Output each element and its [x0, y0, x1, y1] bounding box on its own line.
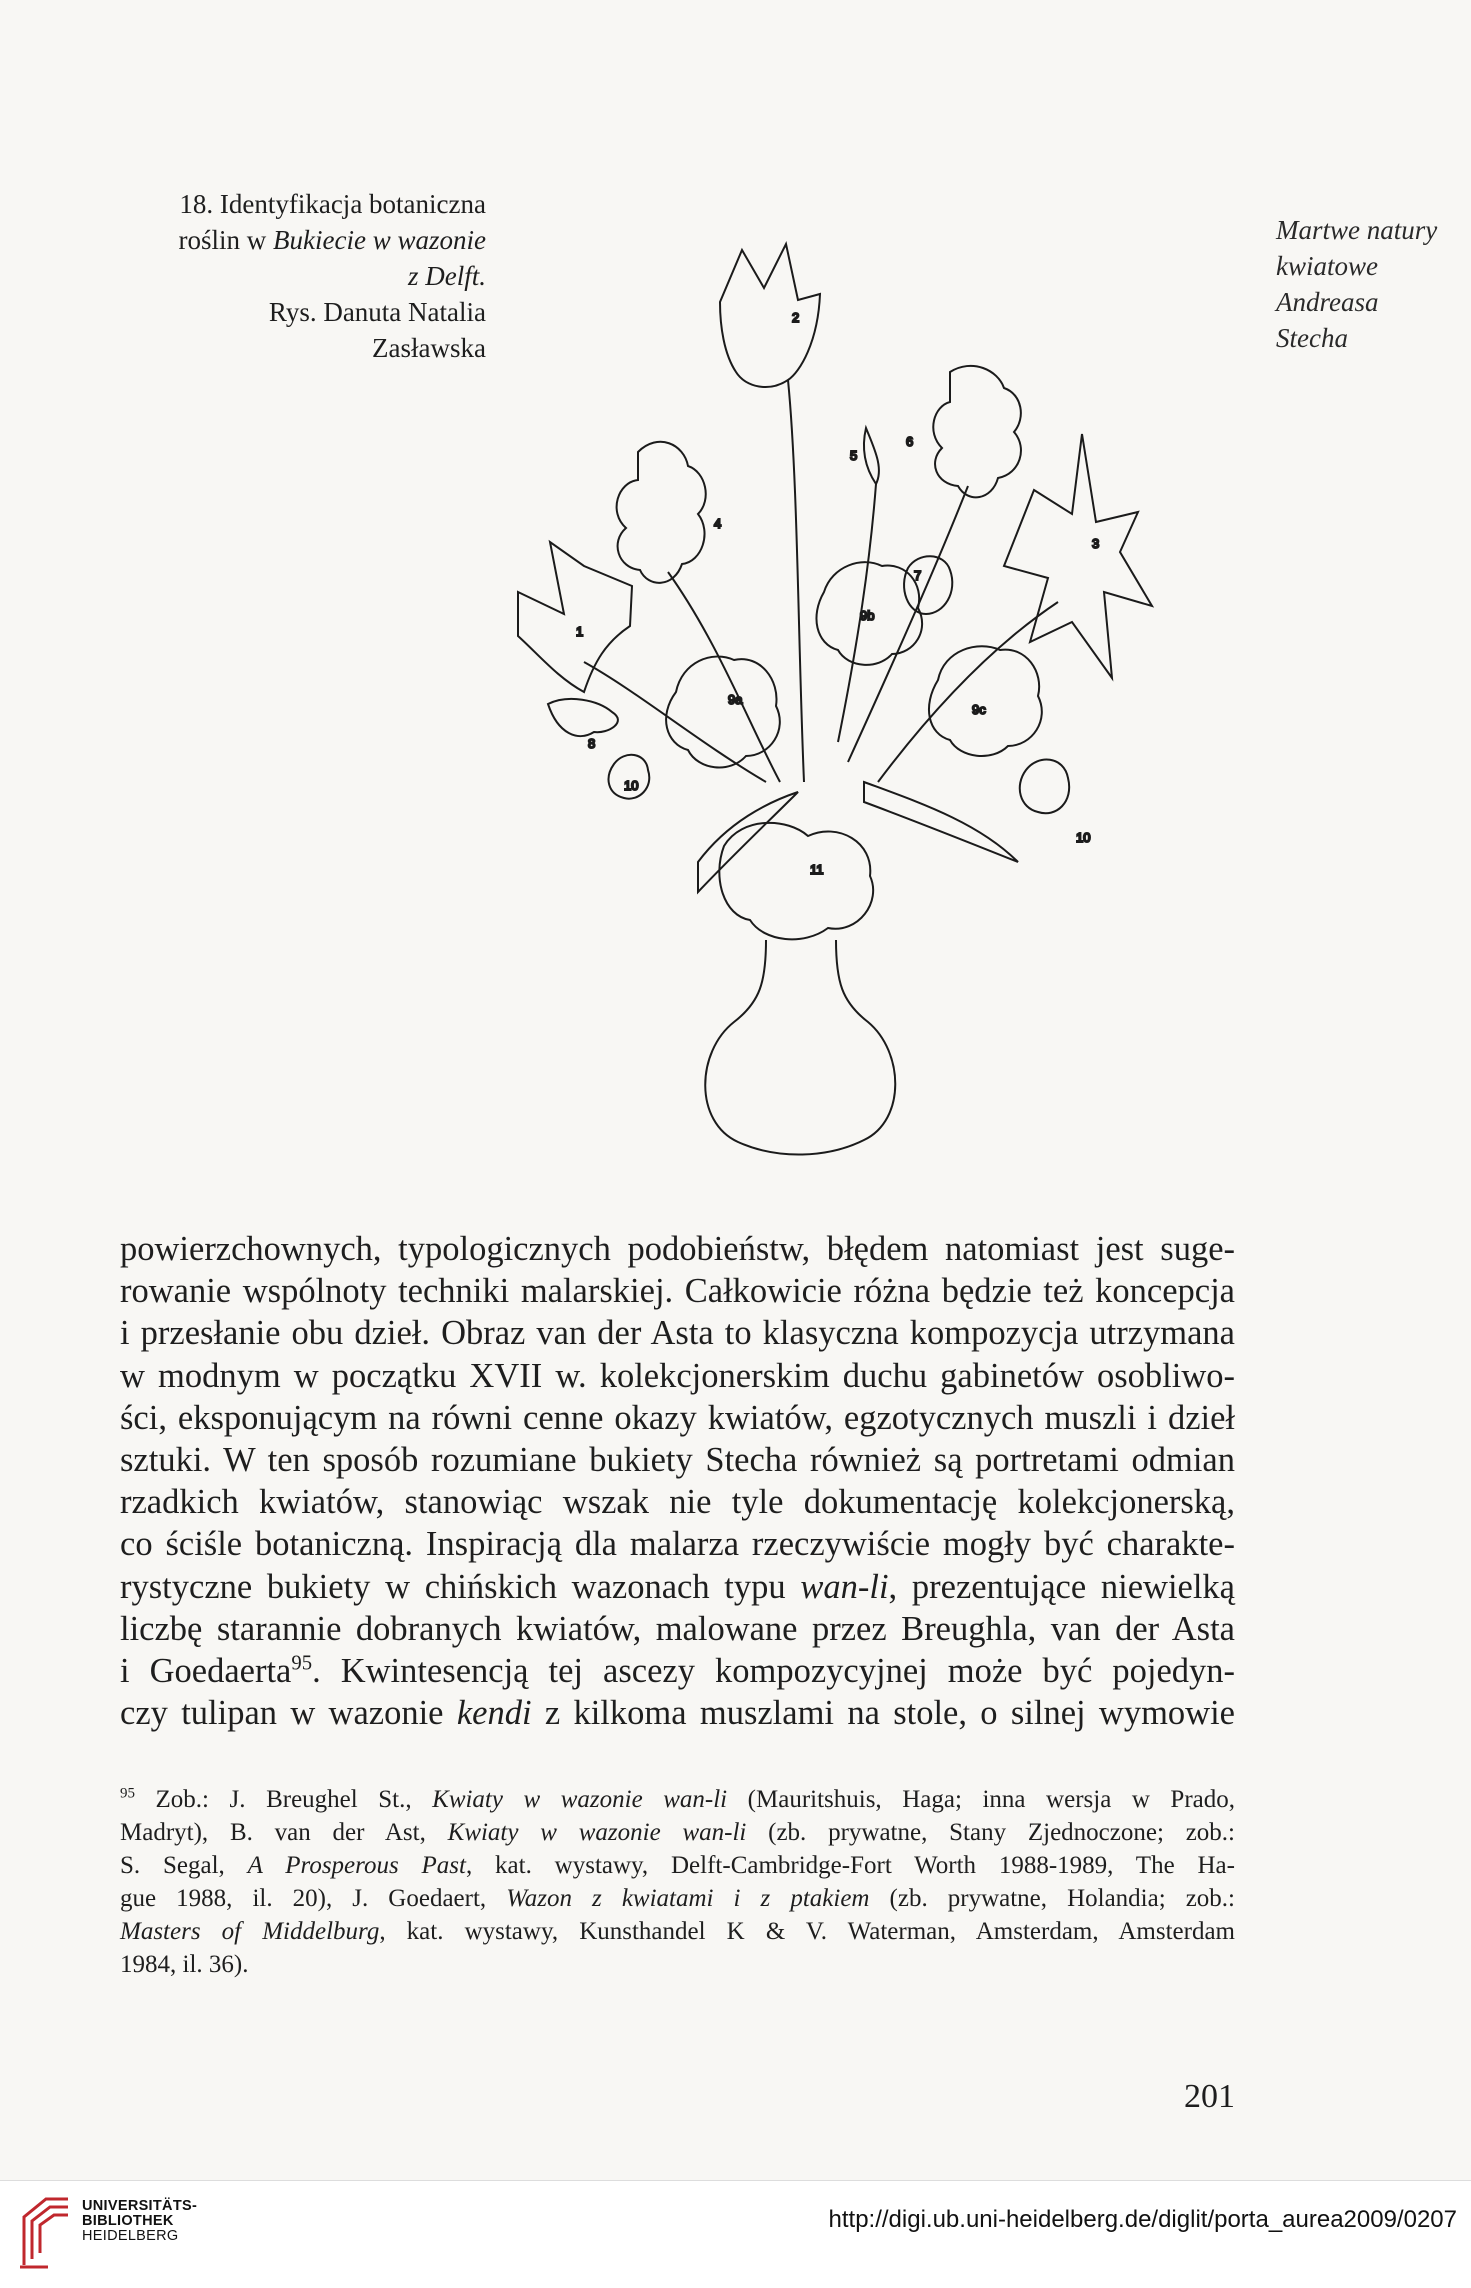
margin-note-line: Andreasa [1276, 287, 1379, 317]
figure-label: 8 [588, 736, 596, 751]
figure-label: 2 [792, 310, 800, 325]
footnote-line: Madryt), B. van der Ast, Kwiaty w wazonie wan-li (zb. prywatne, Stany Zjednoczone; zob.: [120, 1819, 1235, 1846]
footnote [120, 1783, 1235, 1981]
flower-7 [904, 556, 952, 614]
library-logo-icon [18, 2193, 72, 2269]
footnote-ref[interactable]: 95 [291, 1652, 313, 1675]
margin-note-line: kwiatowe [1276, 251, 1378, 281]
body-line: i Goedaerta$^{95}$. Kwintesencją tej ascezy kompozycyjnej może być pojedyn- [120, 1651, 1236, 1690]
figure-label: 4 [714, 516, 722, 531]
footnote-line: 1984, il. 36). [120, 1951, 249, 1978]
bud-5 [864, 428, 879, 484]
figure-label: 9b [860, 608, 875, 623]
footnote-line: S. Segal, A Prosperous Past, kat. wystawy, Delft-Cambridge-Fort Worth 1988-1989, The Ha- [120, 1852, 1235, 1879]
margin-note-line: Stecha [1276, 323, 1348, 353]
footnote-line: Masters of Middelburg, kat. wystawy, Kunsthandel K & V. Waterman, Amsterdam, Amsterdam [120, 1918, 1235, 1945]
figure-label: 5 [850, 448, 858, 463]
caption-line: roślin w Bukiecie w wazonie [178, 225, 486, 255]
figure-label: 10 [624, 778, 639, 793]
body-line: rystyczne bukiety w chińskich wazonach typu wan-li, prezentujące niewielką [120, 1567, 1235, 1606]
figure-label: 9a [728, 692, 743, 707]
body-line: co ściśle botaniczną. Inspiracją dla malarza rzeczywiście mogły być charakte- [120, 1525, 1235, 1564]
caption-line: z Delft. [408, 261, 486, 291]
footnote-line: gue 1988, il. 20), J. Goedaert, Wazon z kwiatami i z ptakiem (zb. prywatne, Holandia; zob.: [120, 1885, 1235, 1912]
figure-label: 10 [1076, 830, 1091, 845]
flower-10-right [1020, 760, 1069, 814]
figure-label: 7 [914, 568, 922, 583]
hyacinth-4 [617, 442, 706, 583]
body-line: i przesłanie obu dzieł. Obraz van der Asta to klasyczna kompozycja utrzymana [120, 1314, 1235, 1353]
source-url-link[interactable]: http://digi.ub.uni-heidelberg.de/diglit/porta_aurea2009/0207 [828, 2206, 1457, 2233]
body-text [120, 1228, 1235, 1734]
figure-label: 6 [906, 434, 914, 449]
botanical-drawing [498, 222, 1244, 1212]
vase [705, 940, 895, 1155]
body-line: czy tulipan w wazonie kendi z kilkoma muszlami na stole, o silnej wymowie [120, 1694, 1235, 1733]
hyacinth-6 [933, 366, 1021, 497]
figure-label: 11 [810, 862, 824, 877]
caption-line: 18. Identyfikacja botaniczna [179, 189, 486, 219]
tulip-stem [788, 380, 804, 782]
body-line: liczbę starannie dobranych kwiatów, malowane przez Breughla, van der Asta [120, 1609, 1235, 1648]
body-line: w modnym w początku XVII w. kolekcjonerskim duchu gabinetów osobliwo- [120, 1356, 1235, 1395]
footnote-line: $^{95}$ Zob.: J. Breughel St., Kwiaty w wazonie wan-li (Mauritshuis, Haga; inna wersja w Prado, [120, 1785, 1235, 1813]
caption-line: Zasławska [372, 333, 486, 363]
flower-11 [719, 823, 873, 939]
footer-bar [0, 2180, 1471, 2288]
body-line: ści, eksponującym na równi cenne okazy kwiatów, egzotycznych muszli i dzieł [120, 1398, 1235, 1437]
leaf-3-stem [878, 602, 1058, 782]
body-line: rzadkich kwiatów, stanowiąc wszak nie tyle dokumentację kolekcjonerską, [120, 1483, 1235, 1522]
figure-label: 3 [1092, 536, 1100, 551]
body-line: rowanie wspólnoty techniki malarskiej. Całkowicie różna będzie też koncepcja [120, 1272, 1235, 1311]
body-line: powierzchownych, typologicznych podobieństw, błędem natomiast jest suge- [120, 1230, 1235, 1268]
figure-caption [110, 186, 486, 366]
caption-line: Rys. Danuta Natalia [268, 297, 486, 327]
leaf-1-stem [584, 662, 766, 782]
library-name: UNIVERSITÄTS- BIBLIOTHEK HEIDELBERG [82, 2198, 198, 2244]
leaf-3 [1004, 434, 1152, 678]
margin-note-line: Martwe natury [1276, 215, 1438, 245]
body-line: sztuki. W ten sposób rozumiane bukiety Stecha również są portretami odmian [120, 1440, 1235, 1479]
margin-note [1276, 212, 1456, 356]
figure-label: 1 [576, 624, 584, 639]
flower-8 [548, 699, 618, 736]
figure-label: 9c [972, 702, 986, 717]
hyacinth-6-stem [848, 486, 968, 762]
carnation-9a [666, 657, 780, 768]
leaf-1 [518, 542, 632, 692]
page-number: 201 [1184, 2078, 1235, 2115]
leaf-lower-left [698, 792, 798, 892]
tulip-2 [720, 244, 820, 387]
leaf-lower-right [864, 782, 1018, 862]
